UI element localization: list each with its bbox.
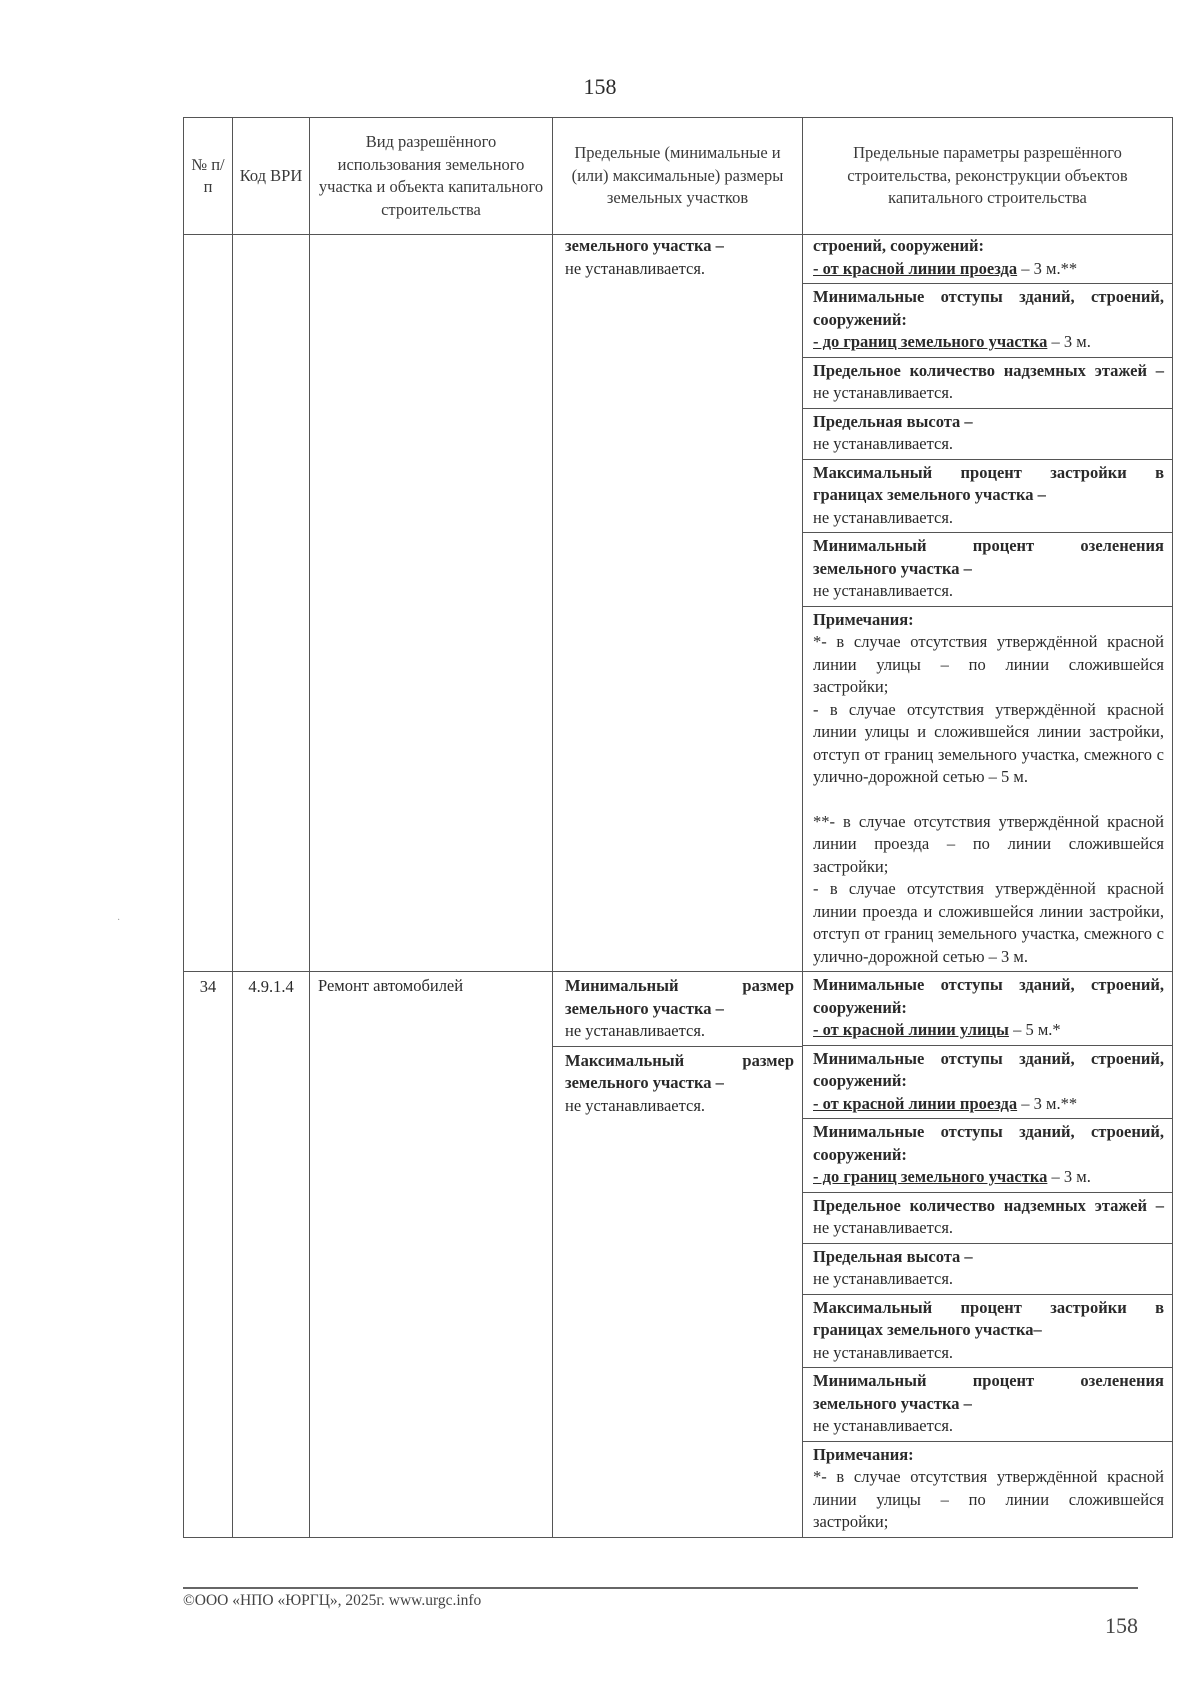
cell-plot-size bbox=[553, 972, 803, 1538]
table-row-34 bbox=[184, 972, 1173, 1538]
table-header-row bbox=[184, 118, 1173, 235]
param-block bbox=[803, 409, 1172, 460]
param-value: – 3 м.** bbox=[1017, 1093, 1078, 1113]
param-value: – 3 м.** bbox=[1017, 258, 1078, 278]
param-label: Предельное количество надземных этажей – bbox=[813, 1195, 1164, 1215]
plot-min-block bbox=[553, 972, 802, 1046]
param-block bbox=[803, 1244, 1172, 1295]
param-value: – 5 м.* bbox=[1008, 1020, 1061, 1039]
plot-min-label: Минимальный размер земельного участка – bbox=[565, 976, 794, 1018]
param-label: Максимальный процент застройки в границах земельного участка– bbox=[813, 1297, 1164, 1339]
notes-block bbox=[803, 607, 1172, 972]
param-label: Предельное количество надземных этажей – bbox=[813, 360, 1164, 380]
param-block bbox=[803, 1295, 1172, 1369]
cell-params bbox=[803, 972, 1173, 1538]
param-label: Минимальный процент озеленения земельного участка – bbox=[813, 1371, 1164, 1413]
cell-code: 4.9.1.4 bbox=[233, 972, 310, 1538]
param-block bbox=[803, 235, 1172, 284]
cell-code-empty bbox=[233, 235, 310, 972]
param-value: не устанавливается. bbox=[813, 1269, 954, 1288]
note-text: *- в случае отсутствия утверждённой красной линии улицы – по линии сложившейся застройки; bbox=[813, 1467, 1164, 1531]
notes-block bbox=[803, 1442, 1172, 1537]
param-value: не устанавливается. bbox=[813, 383, 954, 402]
param-block bbox=[803, 284, 1172, 358]
note-text: - в случае отсутствия утверждённой красной линии улицы и сложившейся линии застройки, отступ от границ земельного участка, смежного с улично-дорожной сетью – 5 м. bbox=[813, 699, 1164, 786]
param-label: Предельная высота – bbox=[813, 411, 973, 431]
page-number-bottom: 158 bbox=[1105, 1613, 1138, 1638]
note-text: *- в случае отсутствия утверждённой красной линии улицы – по линии сложившейся застройки; bbox=[813, 632, 1164, 696]
plot-size-value: не устанавливается. bbox=[565, 258, 706, 278]
param-block bbox=[803, 1368, 1172, 1442]
plot-min-value: не устанавливается. bbox=[565, 1021, 706, 1040]
plot-max-block bbox=[553, 1046, 802, 1121]
note-text: - в случае отсутствия утверждённой красной линии проезда и сложившейся линии застройки, отступ от границ земельного участка, смежного с улично-дорожной сетью – 3 м. bbox=[813, 879, 1164, 966]
page-number-top: 158 bbox=[583, 74, 617, 99]
notes-title: Примечания: bbox=[813, 1444, 914, 1464]
param-underline: - до границ земельного участка bbox=[813, 332, 1048, 351]
param-block bbox=[803, 972, 1172, 1046]
param-value: – 3 м. bbox=[1047, 332, 1091, 351]
cell-plot-size bbox=[553, 235, 803, 972]
param-label: строений, сооружений: bbox=[813, 236, 985, 255]
plot-size-label: земельного участка – bbox=[565, 236, 724, 255]
param-value: – 3 м. bbox=[1047, 1167, 1091, 1186]
header-plot-size: Предельные (минимальные и (или) максимальные) размеры земельных участков bbox=[553, 118, 803, 235]
param-block bbox=[803, 1193, 1172, 1244]
param-value: не устанавливается. bbox=[813, 1416, 954, 1435]
param-value: не устанавливается. bbox=[813, 581, 954, 600]
header-code: Код ВРИ bbox=[233, 118, 310, 235]
cell-number-empty bbox=[184, 235, 233, 972]
param-label: Предельная высота – bbox=[813, 1246, 973, 1266]
table-row-continued bbox=[184, 235, 1173, 972]
cell-number: 34 bbox=[184, 972, 233, 1538]
param-block bbox=[803, 1046, 1172, 1120]
header-use-type: Вид разрешённого использования земельного участка и объекта капитального строительства bbox=[310, 118, 553, 235]
header-number: № п/п bbox=[184, 118, 233, 235]
param-label: Минимальные отступы зданий, строений, сооружений: bbox=[813, 1048, 1164, 1090]
note-text: **- в случае отсутствия утверждённой красной линии проезда – по линии сложившейся застройки; bbox=[813, 811, 1164, 876]
param-underline: - от красной линии проезда bbox=[813, 1093, 1018, 1113]
footer-divider bbox=[183, 1587, 1138, 1589]
param-block bbox=[803, 533, 1172, 607]
margin-mark: · bbox=[117, 915, 121, 926]
header-build-params: Предельные параметры разрешённого строительства, реконструкции объектов капитального строительства bbox=[803, 118, 1173, 235]
cell-params bbox=[803, 235, 1173, 972]
param-underline: - от красной линии проезда bbox=[813, 258, 1018, 278]
cell-use-name: Ремонт автомобилей bbox=[310, 972, 553, 1538]
param-label: Минимальные отступы зданий, строений, сооружений: bbox=[813, 975, 1164, 1017]
footer-copyright: ©ООО «НПО «ЮРГЦ», 2025г. www.urgc.info bbox=[183, 1592, 482, 1609]
param-underline: - от красной линии улицы bbox=[813, 1020, 1009, 1039]
plot-max-value: не устанавливается. bbox=[565, 1095, 706, 1115]
param-value: не устанавливается. bbox=[813, 1218, 954, 1237]
param-block bbox=[803, 358, 1172, 409]
param-value: не устанавливается. bbox=[813, 434, 954, 453]
param-block bbox=[803, 460, 1172, 534]
param-label: Максимальный процент застройки в границах земельного участка – bbox=[813, 462, 1164, 504]
param-underline: - до границ земельного участка bbox=[813, 1167, 1048, 1186]
notes-title: Примечания: bbox=[813, 609, 914, 629]
param-label: Минимальные отступы зданий, строений, сооружений: bbox=[813, 1122, 1164, 1164]
param-block bbox=[803, 1119, 1172, 1193]
param-label: Минимальные отступы зданий, строений, сооружений: bbox=[813, 287, 1164, 329]
cell-name-empty bbox=[310, 235, 553, 972]
regulations-table-container bbox=[183, 117, 1172, 1538]
regulations-table bbox=[183, 117, 1173, 1538]
param-value: не устанавливается. bbox=[813, 1342, 954, 1362]
param-label: Минимальный процент озеленения земельного участка – bbox=[813, 536, 1164, 578]
plot-max-label: Максимальный размер земельного участка – bbox=[565, 1050, 794, 1092]
param-value: не устанавливается. bbox=[813, 507, 954, 527]
